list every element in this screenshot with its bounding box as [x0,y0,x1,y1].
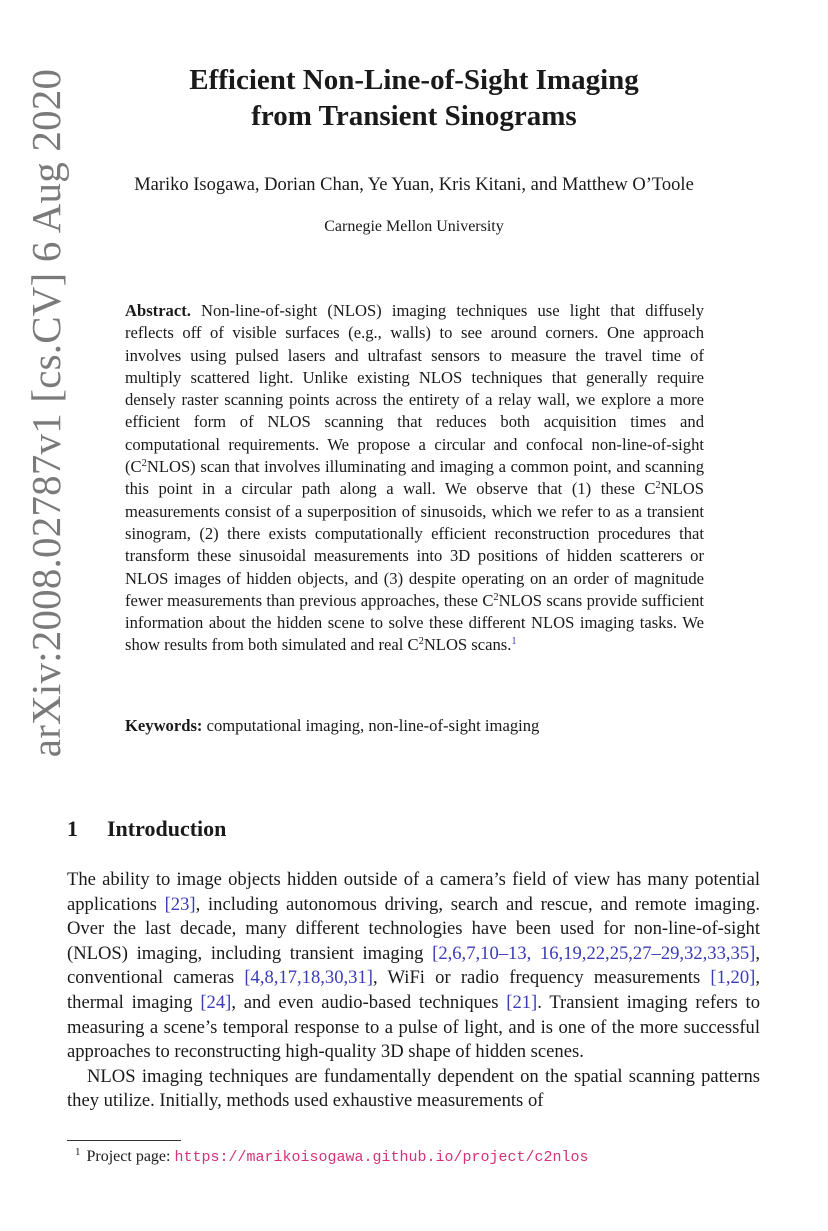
intro-text: , including autonomous driving, search and rescue, and remote imaging. Over the last decade, many different technologies have been used for non-line-of-sight (NLOS) imaging, including transient imaging [67,893,761,964]
title-line-1: Efficient Non-Line-of-Sight Imaging [189,64,639,96]
arxiv-stamp [18,66,74,760]
title-line-2: from Transient Sinograms [251,100,577,132]
intro-text: The ability to image objects hidden outside of a camera’s field of view has many potential applications [67,869,760,915]
section-number: 1 [67,816,78,841]
intro-text: , conventional cameras [67,942,760,989]
citation-link[interactable]: [21] [506,991,538,1013]
affiliation: Carnegie Mellon University [324,218,504,235]
abstract-text-3: NLOS measurements consist of a superposition of sinusoids, which we refer to as a transient sinogram, (2) there exists computationally efficient reconstruction procedures that transform these sinusoidal measurements into 3D positions of hidden scatterers or NLOS images of hidden objects, and (3) despite operating on an order of magnitude fewer measurements than previous approaches, these C [125,479,704,610]
intro-text: , and even audio-based techniques [231,991,507,1013]
superscript-2c: 2 [493,591,499,603]
superscript-2d: 2 [418,636,424,648]
intro-body [67,868,760,1114]
paper-title [0,62,828,134]
footnote-mark: 1 [75,1146,81,1158]
footnote-ref-link[interactable]: 1 [511,636,517,648]
section-heading [67,816,226,842]
abstract-text-4: NLOS scans provide sufficient information about the hidden scene to solve these different NLOS imaging tasks. We show results from both simulated and real C [125,590,704,655]
citation-link[interactable]: [23] [164,893,196,915]
project-page-link[interactable]: https://marikoisogawa.github.io/project/c2nlos [174,1149,589,1166]
intro-text: , WiFi or radio frequency measurements [372,967,711,989]
intro-text: . Transient imaging refers to measuring a scene’s temporal response to a pulse of light, and is one of the more successful approaches to reconstructing high-quality 3D shape of hidden scenes. [67,991,761,1063]
authors: Mariko Isogawa, Dorian Chan, Ye Yuan, Kris Kitani, and Matthew O’Toole [134,175,694,195]
keywords-text: computational imaging, non-line-of-sight imaging [202,716,540,735]
citation-link[interactable]: [1,20] [710,967,756,989]
intro-paragraph-2: NLOS imaging techniques are fundamentally dependent on the spatial scanning patterns they utilize. Initially, methods used exhaustive measurements of [67,1065,760,1112]
abstract-label: Abstract. [125,301,191,320]
abstract [125,300,704,657]
citation-link[interactable]: [4,8,17,18,30,31] [244,967,373,989]
section-title: Introduction [107,816,227,841]
citation-link[interactable]: [2,6,7,10–13, 16,19,22,25,27–29,32,33,35] [432,942,756,964]
citation-link[interactable]: [24] [200,991,232,1013]
footnote [75,1146,589,1166]
footnote-label: Project page: [86,1148,175,1165]
arxiv-stamp-text: arXiv:2008.02787v1 [cs.CV] 6 Aug 2020 [23,68,69,758]
footnote-divider [67,1140,181,1141]
abstract-text-2: NLOS) scan that involves illuminating and imaging a common point, and scanning this point in a circular path along a wall. We observe that (1) these C [125,457,704,499]
keywords [125,716,704,736]
abstract-text-5: NLOS scans. [423,635,512,655]
superscript-2b: 2 [655,480,661,492]
abstract-text-1: Non-line-of-sight (NLOS) imaging techniques use light that diffusely reflects off of visible surfaces (e.g., walls) to see around corners. One approach involves using pulsed lasers and ultrafast sensors to measure the travel time of multiply scattered light. Unlike existing NLOS techniques that generally require densely raster scanning points across the entirety of a relay wall, we explore a more efficient form of NLOS scanning that reduces both acquisition times and computational requirements. We propose a circular and confocal non-line-of-sight (C [125,301,704,477]
intro-paragraph-1 [67,868,760,1065]
superscript-2a: 2 [141,458,147,470]
keywords-label: Keywords: [125,716,203,735]
intro-text: , thermal imaging [67,967,760,1013]
